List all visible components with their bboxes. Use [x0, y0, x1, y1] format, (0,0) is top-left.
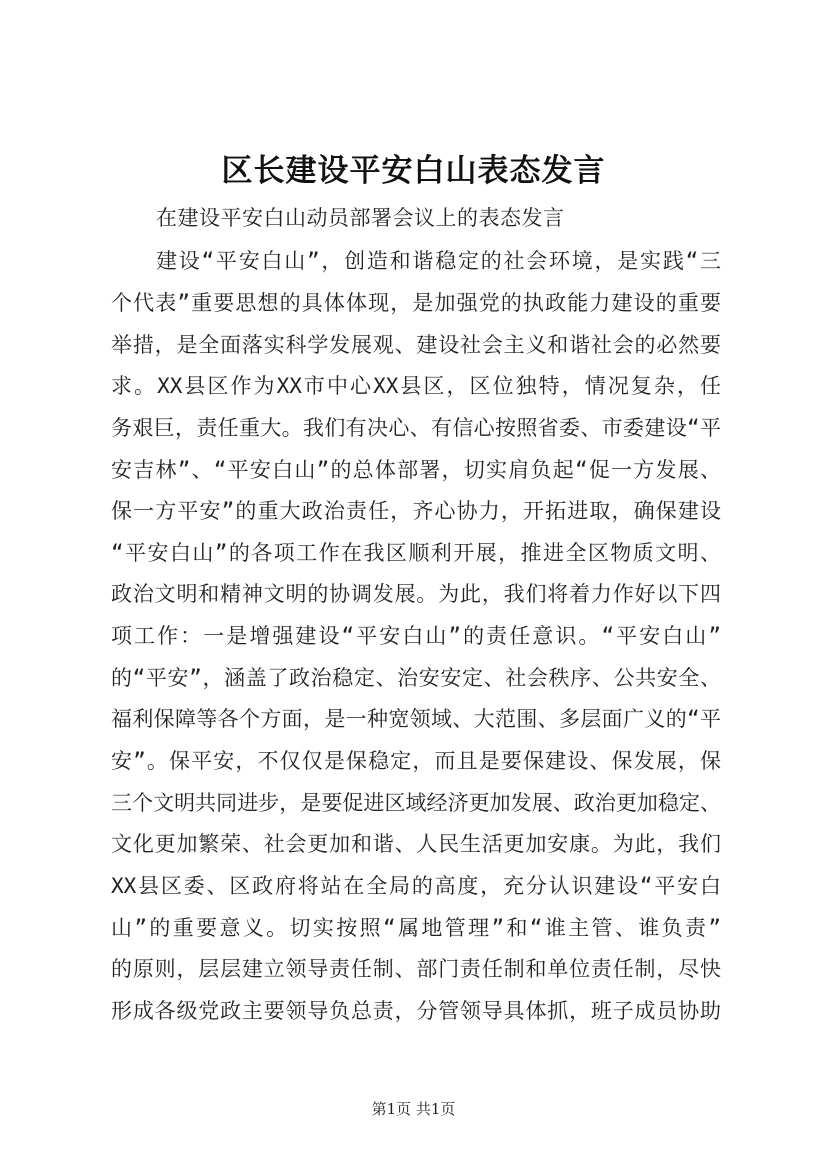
body-line: 求。XX县区作为XX市中心XX县区，区位独特，情况复杂，任	[111, 374, 721, 398]
body-line: 建设“平安白山”，创造和谐稳定的社会环境，是实践“三	[156, 249, 721, 273]
body-line: 举措，是全面落实科学发展观、建设社会主义和谐社会的必然要	[111, 333, 721, 357]
body-line: 保一方平安”的重大政治责任，齐心协力，开拓进取，确保建设	[111, 499, 721, 523]
body-line: 三个文明共同进步，是要促进区域经济更加发展、政治更加稳定、	[111, 791, 721, 815]
body-line: 务艰巨，责任重大。我们有决心、有信心按照省委、市委建设“平	[111, 416, 721, 440]
body-line: 文化更加繁荣、社会更加和谐、人民生活更加安康。为此，我们	[111, 832, 721, 856]
body-line: 的原则，层层建立领导责任制、部门责任制和单位责任制，尽快	[111, 957, 721, 981]
body-line: “平安白山”的各项工作在我区顺利开展，推进全区物质文明、	[111, 541, 721, 565]
body-line: 福利保障等各个方面，是一种宽领域、大范围、多层面广义的“平	[111, 707, 721, 731]
body-line: 安”。保平安，不仅仅是保稳定，而且是要保建设、保发展，保	[111, 749, 721, 773]
body-line: 安吉林”、“平安白山”的总体部署，切实肩负起“促一方发展、	[111, 458, 721, 482]
document-title: 区长建设平安白山表态发言	[221, 153, 606, 189]
body-line: 形成各级党政主要领导负总责，分管领导具体抓，班子成员协助	[111, 999, 721, 1023]
page-footer: 第1页 共1页	[371, 1100, 456, 1118]
body-line: 政治文明和精神文明的协调发展。为此，我们将着力作好以下四	[111, 582, 721, 606]
body-line: 个代表”重要思想的具体体现，是加强党的执政能力建设的重要	[111, 291, 721, 315]
document-subtitle: 在建设平安白山动员部署会议上的表态发言	[156, 206, 565, 230]
body-line: 项工作：一是增强建设“平安白山”的责任意识。“平安白山”	[111, 624, 721, 648]
body-line: XX县区委、区政府将站在全局的高度，充分认识建设“平安白	[111, 874, 721, 898]
body-line: 的“平安”，涵盖了政治稳定、治安安定、社会秩序、公共安全、	[111, 666, 721, 690]
body-line: 山”的重要意义。切实按照“属地管理”和“谁主管、谁负责”	[111, 916, 721, 940]
